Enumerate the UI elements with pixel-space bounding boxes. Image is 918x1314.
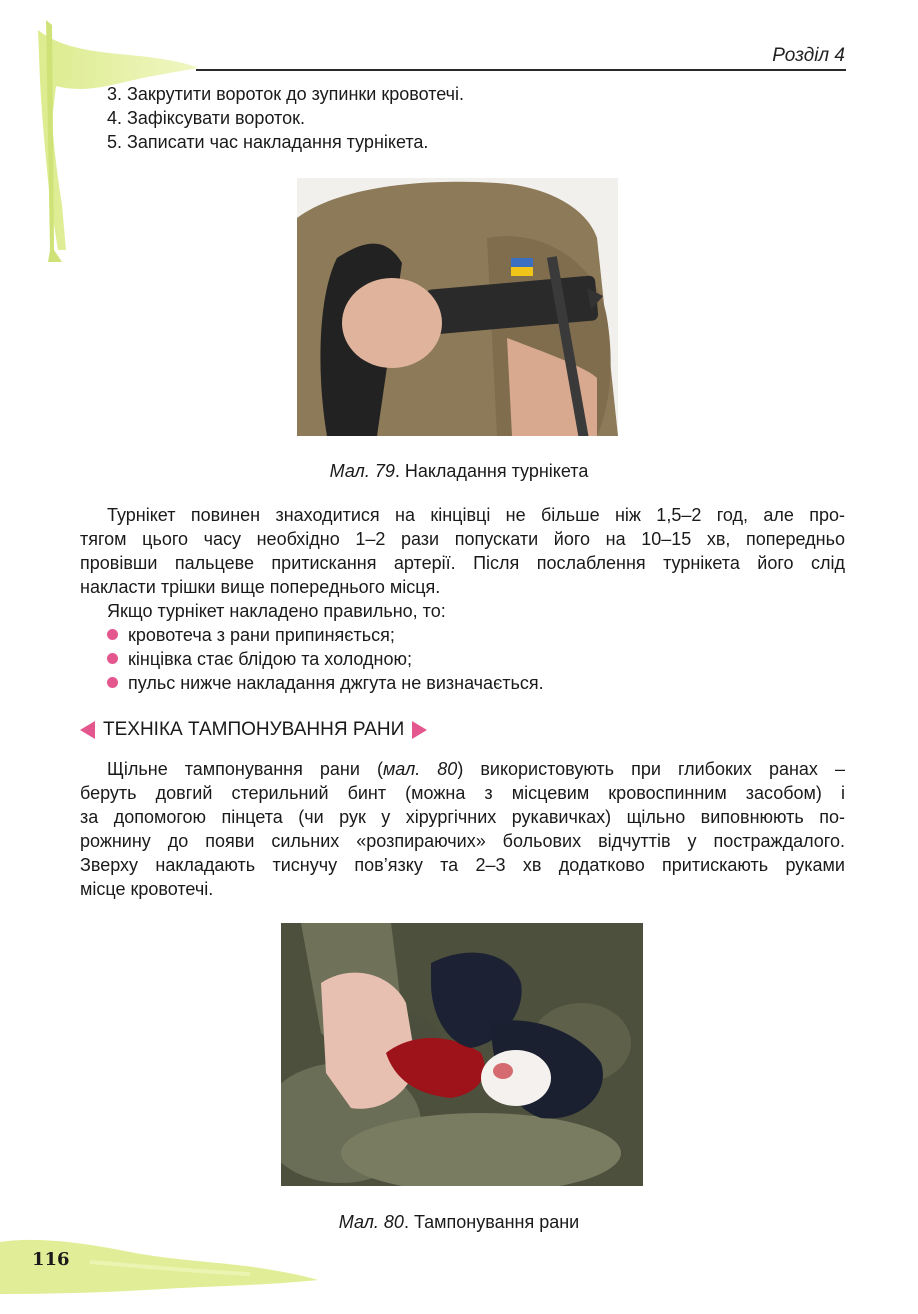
wound-packing-photo bbox=[281, 923, 643, 1186]
paragraph-line: рожнину до появи сильних «розпираючих» больових відчуттів у постраждалого. bbox=[80, 831, 845, 851]
bullet-item bbox=[107, 671, 544, 695]
bullet-text: пульс нижче накладання джгута не визначається. bbox=[128, 673, 544, 693]
figure-caption-80 bbox=[0, 1212, 918, 1233]
paragraph-line: Турнікет повинен знаходитися на кінцівці не більше ніж 1,5–2 год, але про- bbox=[107, 505, 845, 525]
figure-title: . Тампонування рани bbox=[403, 1212, 580, 1232]
triangle-left-icon bbox=[80, 721, 95, 739]
paragraph-line: місце кровотечі. bbox=[80, 879, 214, 899]
triangle-right-icon bbox=[412, 721, 427, 739]
figure-label: Мал. 79 bbox=[329, 461, 395, 481]
bullet-item bbox=[107, 623, 395, 647]
bullet-text: кінцівка стає блідою та холодною; bbox=[128, 649, 412, 669]
paragraph-line: за допомогою пінцета (чи рук у хірургічних рукавичках) щільно виповнюють по- bbox=[80, 807, 845, 827]
header-rule bbox=[196, 69, 846, 71]
figure-title: . Накладання турнікета bbox=[394, 461, 589, 481]
figure-caption-79 bbox=[0, 461, 918, 482]
paragraph-line: накласти трішки вище попереднього місця. bbox=[80, 577, 441, 597]
list-item: 3. Закрутити вороток до зупинки кровотечі. bbox=[107, 84, 465, 104]
bullet-icon bbox=[107, 629, 118, 640]
bullet-icon bbox=[107, 653, 118, 664]
paragraph-line: тягом цього часу необхідно 1–2 рази попускати його на 10–15 хв, попередньо bbox=[80, 529, 845, 549]
bullet-text: кровотеча з рани припиняється; bbox=[128, 625, 395, 645]
paragraph-line: беруть довгий стерильний бинт (можна з місцевим кровоспинним засобом) і bbox=[80, 783, 845, 803]
tourniquet-photo bbox=[297, 178, 618, 436]
paragraph-line bbox=[107, 757, 845, 781]
paragraph-line: Зверху накладають тиснучу пов’язку та 2–3 хв додатково притискають руками bbox=[80, 855, 845, 875]
list-item: 4. Зафіксувати вороток. bbox=[107, 108, 305, 128]
bullet-item bbox=[107, 647, 412, 671]
text-run: ) використовують при глибоких ранах – bbox=[457, 759, 845, 779]
paragraph-line: провівши пальцеве притискання артерії. Після послаблення турнікета його слід bbox=[80, 553, 845, 573]
page-number: 116 bbox=[32, 1249, 70, 1270]
section-heading bbox=[80, 718, 427, 742]
figure-reference: мал. 80 bbox=[382, 759, 458, 779]
text-run: Щільне тампонування рани ( bbox=[107, 759, 383, 779]
section-label: Розділ 4 bbox=[772, 45, 845, 66]
list-item: 5. Записати час накладання турнікета. bbox=[107, 132, 429, 152]
paragraph-line: Якщо турнікет накладено правильно, то: bbox=[107, 601, 446, 621]
figure-label: Мал. 80 bbox=[338, 1212, 404, 1232]
bullet-icon bbox=[107, 677, 118, 688]
section-heading-text: ТЕХНІКА ТАМПОНУВАННЯ РАНИ bbox=[103, 719, 405, 740]
